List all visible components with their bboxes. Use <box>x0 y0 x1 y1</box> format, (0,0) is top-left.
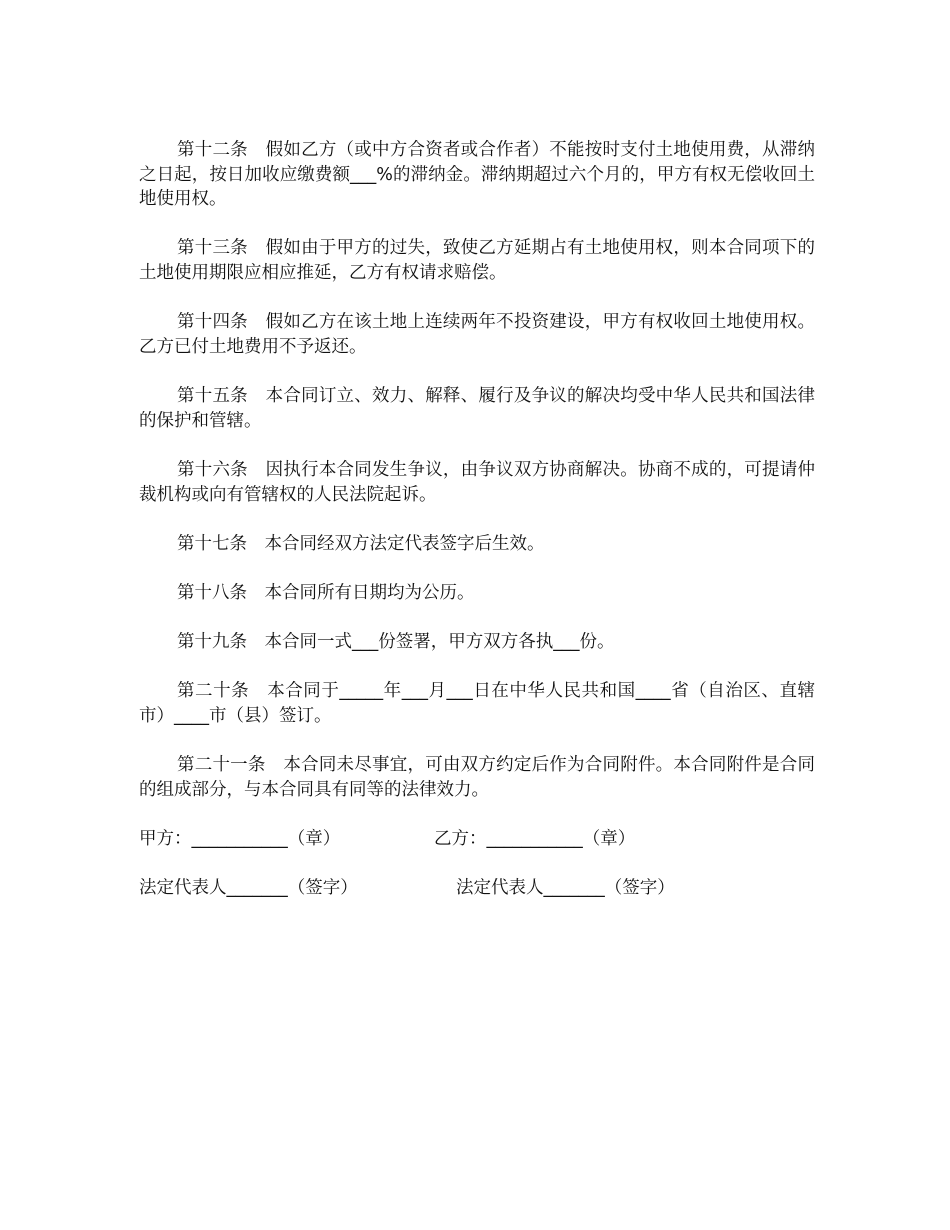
clause-21: 第二十一条 本合同未尽事宜，可由双方约定后作为合同附件。本合同附件是合同的组成部分，与本合同具有同等的法律效力。 <box>139 755 815 800</box>
party-a-signature: 甲方：___________（章） <box>139 829 341 849</box>
clause-18: 第十八条 本合同所有日期均为公历。 <box>177 583 475 603</box>
clause-19: 第十九条 本合同一式___份签署，甲方双方各执___份。 <box>177 632 615 652</box>
clause-17: 第十七条 本合同经双方法定代表签字后生效。 <box>177 534 545 554</box>
clause-16: 第十六条 因执行本合同发生争议，由争议双方协商解决。协商不成的，可提请仲裁机构或向有管辖权的人民法院起诉。 <box>139 460 815 505</box>
clause-12: 第十二条 假如乙方（或中方合资者或合作者）不能按时支付土地使用费，从滞纳之日起，按日加收应缴费额___%的滞纳金。滞纳期超过六个月的，甲方有权无偿收回土地使用权。 <box>139 140 815 209</box>
clause-15: 第十五条 本合同订立、效力、解释、履行及争议的解决均受中华人民共和国法律的保护和管辖。 <box>139 386 815 431</box>
party-a-representative: 法定代表人_______（签字） <box>139 878 358 898</box>
clause-13: 第十三条 假如由于甲方的过失，致使乙方延期占有土地使用权，则本合同项下的土地使用期限应相应推延，乙方有权请求赔偿。 <box>139 238 815 283</box>
clause-20: 第二十条 本合同于_____年___月___日在中华人民共和国____省（自治区、直辖市）____市（县）签订。 <box>139 681 815 726</box>
party-b-signature: 乙方：___________（章） <box>434 829 636 849</box>
clause-14: 第十四条 假如乙方在该土地上连续两年不投资建设，甲方有权收回土地使用权。乙方已付土地费用不予返还。 <box>139 312 815 357</box>
party-b-representative: 法定代表人_______（签字） <box>456 878 675 898</box>
